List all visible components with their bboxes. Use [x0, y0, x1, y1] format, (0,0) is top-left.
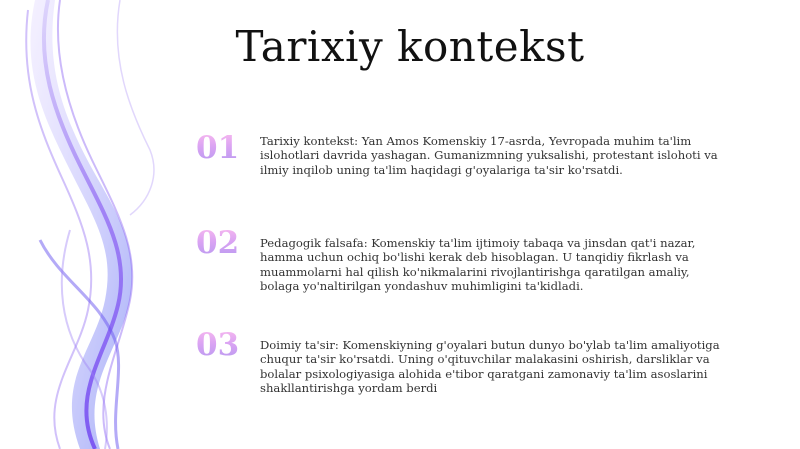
item-text: Tarixiy kontekst: Yan Amos Komenskiy 17-asrda, Yevropada muhim ta'lim islohotlari davrida yashagan. Gumanizmning yuksalishi, protestant islohoti va ilmiy inqilob uning ta'lim haqidagi g'oyalariga ta'sir ko'rsatdi. — [260, 134, 718, 177]
slide-title: Tarixiy kontekst — [235, 22, 585, 71]
item-text: Doimiy ta'sir: Komenskiyning g'oyalari butun dunyo bo'ylab ta'lim amaliyotiga chuqur ta'sir ko'rsatdi. Uning o'qituvchilar malakasini oshirish, darsliklar va bolalar psixologiyasiga alohida e'tibor qaratgani zamonaviy ta'lim asoslarini shakllantirishga yordam berdi — [260, 338, 720, 395]
purple-smoke-ribbon-icon — [0, 0, 200, 449]
item-text: Pedagogik falsafa: Komenskiy ta'lim ijtimoiy tabaqa va jinsdan qat'i nazar, hamma uchun ochiq bo'lishi kerak deb hisoblagan. U tanqidiy fikrlash va muammolarni hal qilish ko'nikmalarini rivojlantirishga qaratilgan amaliy, bolaga yo'naltirilgan yondashuv muhimligini ta'kidladi. — [260, 236, 696, 293]
item-number: 02 — [196, 225, 240, 261]
item-number: 01 — [196, 130, 240, 166]
item-number: 03 — [196, 327, 240, 363]
